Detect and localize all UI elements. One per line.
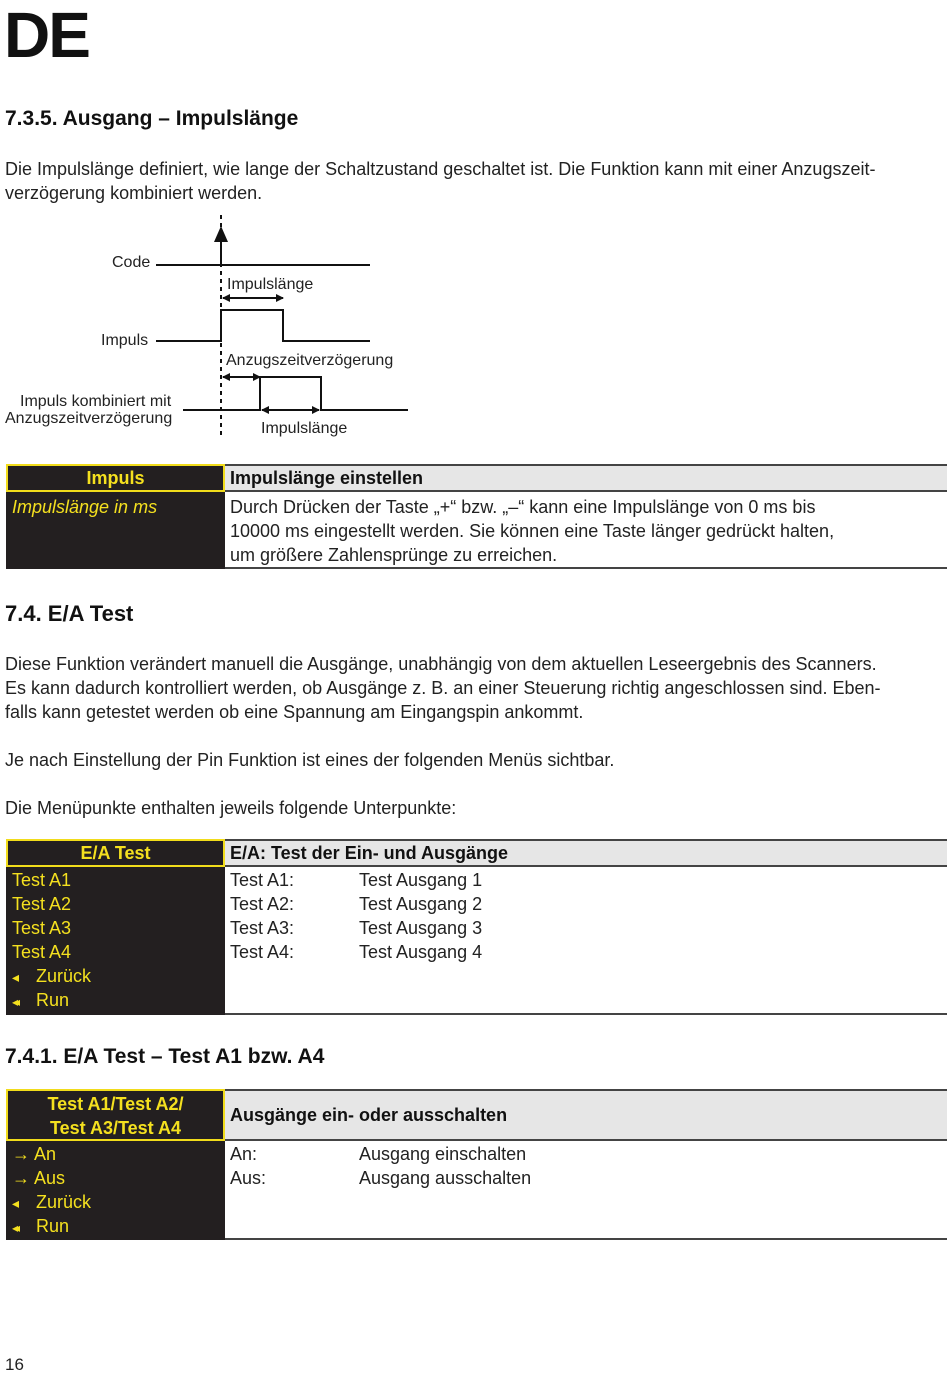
row-key: Test A1: [230, 870, 295, 890]
table-header: Impulslänge einstellen [225, 464, 947, 492]
section-7-4-paragraph-3: Die Menüpunkte enthalten jeweils folgende Unterpunkte: [5, 798, 457, 818]
section-heading-7-4-1: 7.4.1. E/A Test – Test A1 bzw. A4 [5, 1045, 325, 1068]
arrow-right-icon: → [12, 1168, 30, 1188]
label-impulslaenge-top: Impulslänge [227, 276, 314, 293]
menu-item-test-a4[interactable]: Test A4 [12, 942, 72, 962]
menu-item-label: Zurück [36, 1192, 92, 1212]
menu-header: E/A Test [6, 839, 225, 867]
row-value: Test Ausgang 3 [359, 918, 483, 938]
menu-item-label: An [34, 1144, 57, 1164]
label-anzug: Anzugszeitverzögerung [226, 352, 394, 369]
label-impulslaenge-bottom: Impulslänge [261, 420, 348, 437]
arrow-right-icon: → [12, 1144, 30, 1164]
row-value: Ausgang ausschalten [359, 1168, 532, 1188]
menu-item-an[interactable] [12, 1142, 56, 1166]
row-key: Test A3: [230, 918, 295, 938]
para-line: verzögerung kombiniert werden. [5, 183, 263, 203]
menu-item-run[interactable] [12, 1214, 69, 1240]
menu-item-test-a2[interactable]: Test A2 [12, 894, 72, 914]
table-header: Ausgänge ein- oder ausschalten [225, 1089, 947, 1141]
menu-item-label: Aus [34, 1168, 66, 1188]
menu-item-test-a3[interactable]: Test A3 [12, 918, 72, 938]
menu-item-aus[interactable] [12, 1166, 65, 1190]
para-line: Die Impulslänge definiert, wie lange der Schaltzustand geschaltet ist. Die Funktion kann mit einer Anzugszeit- [5, 159, 876, 179]
menu-header: Impuls [6, 464, 225, 492]
row-key: Aus: [230, 1168, 267, 1188]
menu-header-line: Test A1/Test A2/ [47, 1094, 184, 1114]
menu-table-test-a [6, 1089, 947, 1240]
combined-signal [183, 377, 408, 410]
section-heading-7-4: 7.4. E/A Test [5, 601, 134, 626]
row-value: Test Ausgang 4 [359, 942, 483, 962]
section-7-4-paragraph [5, 652, 947, 724]
row-value: Test Ausgang 1 [359, 870, 483, 890]
row-key: Test A4: [230, 942, 295, 962]
para-line: Diese Funktion verändert manuell die Ausgänge, unabhängig von dem aktuellen Leseergebnis des Scanners. [5, 654, 877, 674]
label-combined-1: Impuls kombiniert mit [20, 393, 172, 410]
table-bottom-rule [225, 567, 947, 569]
section-7-4-paragraph-2: Je nach Einstellung der Pin Funktion ist eines der folgenden Menüs sichtbar. [5, 750, 615, 770]
row-key: Test A2: [230, 894, 295, 914]
section-7-3-5-paragraph [5, 157, 947, 205]
back-icon: ◂ [12, 1195, 20, 1211]
menu-item-label: Run [36, 990, 70, 1010]
impuls-signal [156, 310, 370, 341]
description-line: um größere Zahlensprünge zu erreichen. [230, 545, 558, 565]
label-code: Code [112, 254, 151, 271]
description-line: Durch Drücken der Taste „+“ bzw. „–“ kann eine Impulslänge von 0 ms bis [230, 497, 816, 517]
menu-table-ea-test [6, 839, 947, 1015]
timing-diagram [0, 210, 430, 442]
row-value: Ausgang einschalten [359, 1144, 527, 1164]
table-bottom-rule [225, 1013, 947, 1015]
language-tag: DE [4, 0, 89, 71]
run-icon: ◂◂ [12, 1221, 17, 1235]
back-icon: ◂ [12, 969, 20, 985]
menu-item-run[interactable] [12, 988, 69, 1014]
row-value: Test Ausgang 2 [359, 894, 483, 914]
menu-item-label: Zurück [36, 966, 92, 986]
label-combined-2: Anzugszeitverzögerung [5, 410, 173, 427]
menu-item-zurueck[interactable] [12, 1190, 91, 1215]
run-icon: ◂◂ [12, 995, 17, 1009]
page-number: 16 [5, 1355, 24, 1374]
menu-item-label: Run [36, 1216, 70, 1236]
para-line: falls kann getestet werden ob eine Spannung am Eingangspin ankommt. [5, 702, 584, 722]
table-header: E/A: Test der Ein- und Ausgänge [225, 839, 947, 867]
menu-item-zurueck[interactable] [12, 964, 91, 989]
trigger-arrow-icon [214, 226, 228, 242]
label-impuls: Impuls [101, 332, 149, 349]
menu-table-impuls [6, 464, 947, 569]
menu-header-line: Test A3/Test A4 [49, 1118, 182, 1138]
section-heading-7-3-5: 7.3.5. Ausgang – Impulslänge [5, 107, 299, 130]
row-key: An: [230, 1144, 258, 1164]
menu-item-impulslaenge[interactable]: Impulslänge in ms [12, 497, 158, 517]
menu-header [6, 1089, 225, 1141]
para-line: Es kann dadurch kontrolliert werden, ob Ausgänge z. B. an einer Steuerung richtig angeschlossen sind. Eben- [5, 678, 881, 698]
table-bottom-rule [225, 1238, 947, 1240]
menu-item-test-a1[interactable]: Test A1 [12, 870, 72, 890]
description-line: 10000 ms eingestellt werden. Sie können eine Taste länger gedrückt halten, [230, 521, 835, 541]
